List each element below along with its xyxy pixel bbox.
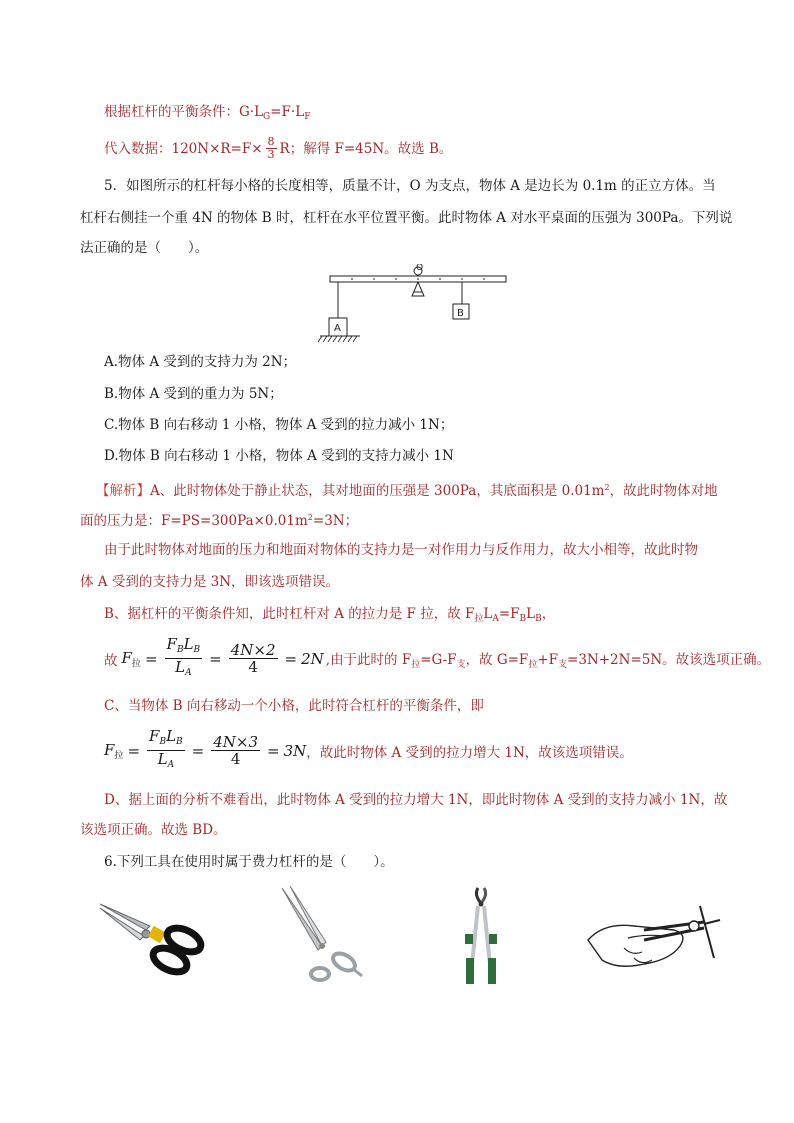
fulcrum-triangle bbox=[412, 282, 424, 296]
question-5-line-1: 5．如图所示的杠杆每小格的长度相等，质量不计，O 为支点，物体 A 是边长为 0.1m 的正立方体。当 bbox=[104, 178, 716, 194]
analysis-tag: 【解析】 bbox=[96, 483, 150, 499]
option-D: D.物体 B 向右移动 1 小格，物体 A 受到的支持力减小 1N bbox=[104, 448, 454, 464]
analysis-B-line-1: B、据杠杆的平衡条件知，此时杠杆对 A 的拉力是 F 拉，故 $F_拉L_A=F_BL_B$， bbox=[104, 606, 556, 624]
option-A: A.物体 A 受到的支持力为 2N； bbox=[104, 354, 297, 370]
analysis-D-line-2: 该选项正确。故选 BD。 bbox=[80, 822, 227, 838]
question-6: 6.下列工具在使用时属于费力杠杆的是（ ）。 bbox=[104, 854, 394, 870]
label-A: A bbox=[334, 323, 341, 334]
label-O: O bbox=[416, 264, 424, 273]
question-5-line-3: 法正确的是（ ）。 bbox=[80, 240, 209, 256]
analysis-D-line-1: D、据上面的分析不难看出，此时物体 A 受到的拉力增大 1N，即此时物体 A 受到的支持力减小 1N，故 bbox=[104, 792, 728, 808]
label-B: B bbox=[457, 308, 464, 319]
formula-C: $F_拉$ = $\frac{F_BL_B}{L_A}$ = $\frac{4N\times 3}{4}$ = 3N ，故此时物体 A 受到的拉力增大 1N，故该选项错误。 bbox=[104, 727, 633, 770]
lever-diagram bbox=[316, 264, 516, 346]
scissors-image bbox=[272, 884, 368, 988]
question-5-line-2: 杠杆右侧挂一个重 4N 的物体 B 时，杠杆在水平位置平衡。此时物体 A 对水平桌面的压强为 300Pa。下列说 bbox=[80, 210, 733, 226]
analysis-line-2: 面的压力是：$F=PS=300Pa\times 0.01m^2=3N$； bbox=[80, 513, 359, 529]
analysis-C-line-1: C、当物体 B 向右移动一个小格，此时符合杠杆的平衡条件，即 bbox=[104, 698, 484, 714]
tin-snips-image bbox=[96, 894, 208, 978]
formula-B: 故 $F_拉$ = $\frac{F_BL_B}{L_A}$ = $\frac{4N\times 2}{4}$ = 2N ,由于此时的 $F_拉=G-F_支$，故 $G=F_拉+F_支=3N+2N=5N$。故该选项正确。 bbox=[104, 635, 771, 678]
option-C: C.物体 B 向右移动 1 小格，物体 A 受到的拉力减小 1N； bbox=[104, 417, 454, 433]
prev-analysis-line-2: 代入数据：120N×R=F× $\frac{8}{3}$ R；解得 F=45N。故选 B。 bbox=[104, 135, 453, 161]
hand-with-pliers-image bbox=[584, 900, 724, 980]
analysis-line-3: 由于此时物体对地面的压力和地面对物体的支持力是一对作用力与反作用力，故大小相等，故此时物 bbox=[104, 542, 698, 558]
fraction-8-3: $\frac{8}{3}$ bbox=[267, 135, 275, 161]
loppers-image bbox=[452, 884, 512, 988]
ground-hatch bbox=[318, 336, 357, 342]
option-B: B.物体 A 受到的重力为 5N； bbox=[104, 386, 283, 402]
analysis-line-1: 【解析】A、此时物体处于静止状态，其对地面的压强是 300Pa，其底面积是 $0.01m^2$，故此时物体对地 bbox=[96, 483, 718, 499]
analysis-line-4: 体 A 受到的支持力是 3N，即该选项错误。 bbox=[80, 574, 340, 590]
prev-analysis-line-1: 根据杠杆的平衡条件：$G\cdot L_G=F\cdot L_F$ bbox=[104, 104, 311, 122]
